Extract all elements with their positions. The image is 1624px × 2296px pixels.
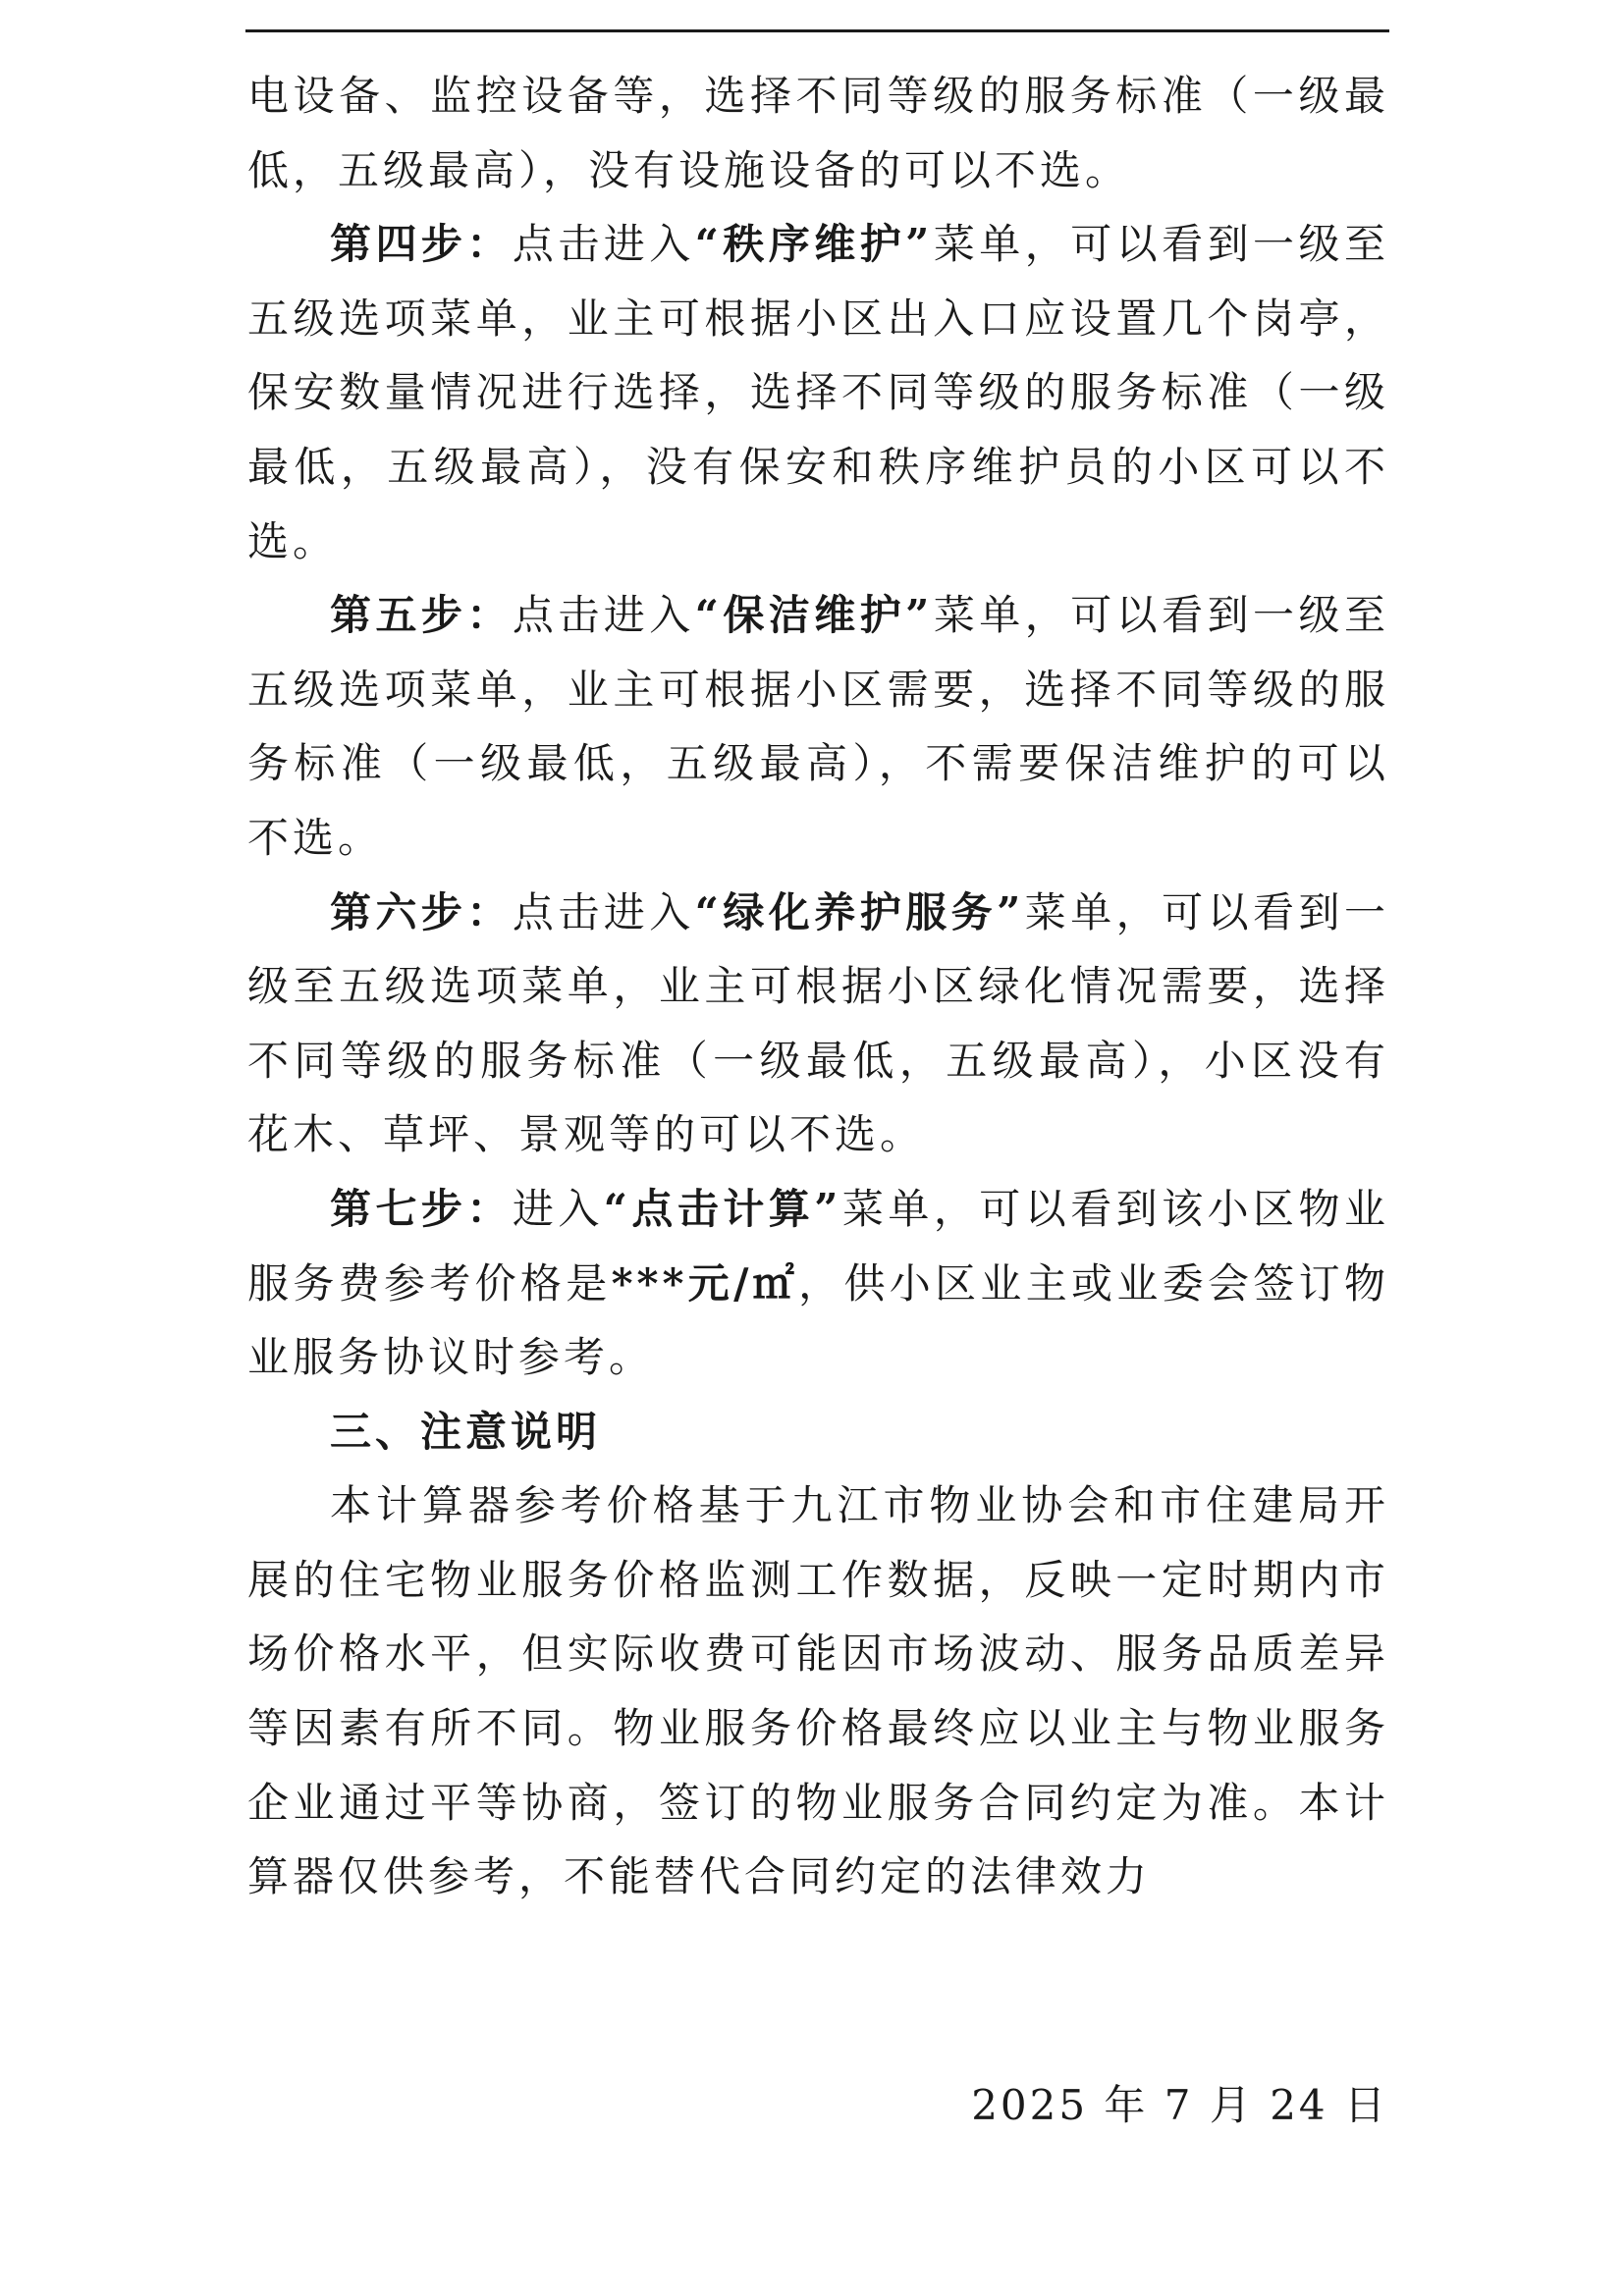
price-placeholder: ***元/㎡ (611, 1258, 799, 1308)
paragraph-step6 (247, 876, 1389, 1172)
paragraph-text: 本计算器参考价格基于九江市物业协会和市住建局开展的住宅物业服务价格监测工作数据，反映一定时期内市场价格水平，但实际收费可能因市场波动、服务品质差异等因素有所不同。物业服务价格最终应以业主与物业服务企业通过平等协商，签订的物业服务合同约定为准。本计算器仅供参考，不能替代合同约定的法律效力 (247, 1481, 1389, 1901)
paragraph-text: 菜单，可以看到一级至五级选项菜单，业主可根据小区需要，选择不同等级的服务标准（一级最低，五级最高），不需要保洁维护的可以不选。 (247, 591, 1389, 862)
paragraph-text: 菜单，可以看到一级至五级选项菜单，业主可根据小区绿化情况需要，选择不同等级的服务标准（一级最低，五级最高），小区没有花木、草坪、景观等的可以不选。 (247, 887, 1389, 1159)
step-label: 第六步： (330, 887, 513, 936)
step-label: 第七步： (330, 1184, 513, 1233)
document-date: 2025 年 7 月 24 日 (971, 2081, 1388, 2129)
menu-name: “秩序维护” (694, 220, 934, 269)
paragraph-text: ，供小区业主或业委会签订物业服务协议时参考。 (247, 1258, 1389, 1382)
paragraph-text: 点击进入 (512, 591, 695, 640)
menu-name: “点击计算” (603, 1184, 842, 1233)
document-body (247, 59, 1389, 1914)
paragraph-notes (247, 1468, 1389, 1914)
menu-name: “绿化养护服务” (694, 887, 1025, 936)
paragraph-text: 点击进入 (512, 887, 695, 936)
paragraph-text: 电设备、监控设备等，选择不同等级的服务标准（一级最低，五级最高），没有设施设备的可以不选。 (247, 72, 1389, 194)
paragraph-step5 (247, 578, 1389, 875)
step-label: 第五步： (330, 591, 513, 640)
paragraph-text: 菜单，可以看到一级至五级选项菜单，业主可根据小区出入口应设置几个岗亭，保安数量情况进行选择，选择不同等级的服务标准（一级最低，五级最高），没有保安和秩序维护员的小区可以不选。 (247, 220, 1389, 565)
section-heading: 三、注意说明 (330, 1407, 602, 1456)
paragraph-step7 (247, 1172, 1389, 1395)
paragraph-text: 进入 (512, 1184, 604, 1233)
header-rule (245, 29, 1389, 32)
paragraph-step4 (247, 207, 1389, 578)
paragraph-step3-continuation (247, 59, 1389, 207)
paragraph-text: 点击进入 (512, 220, 695, 269)
paragraph-text: 菜单，可以看到该小区物业服务费参考价格是 (247, 1184, 1389, 1308)
step-label: 第四步： (330, 220, 513, 269)
menu-name: “保洁维护” (694, 591, 934, 640)
